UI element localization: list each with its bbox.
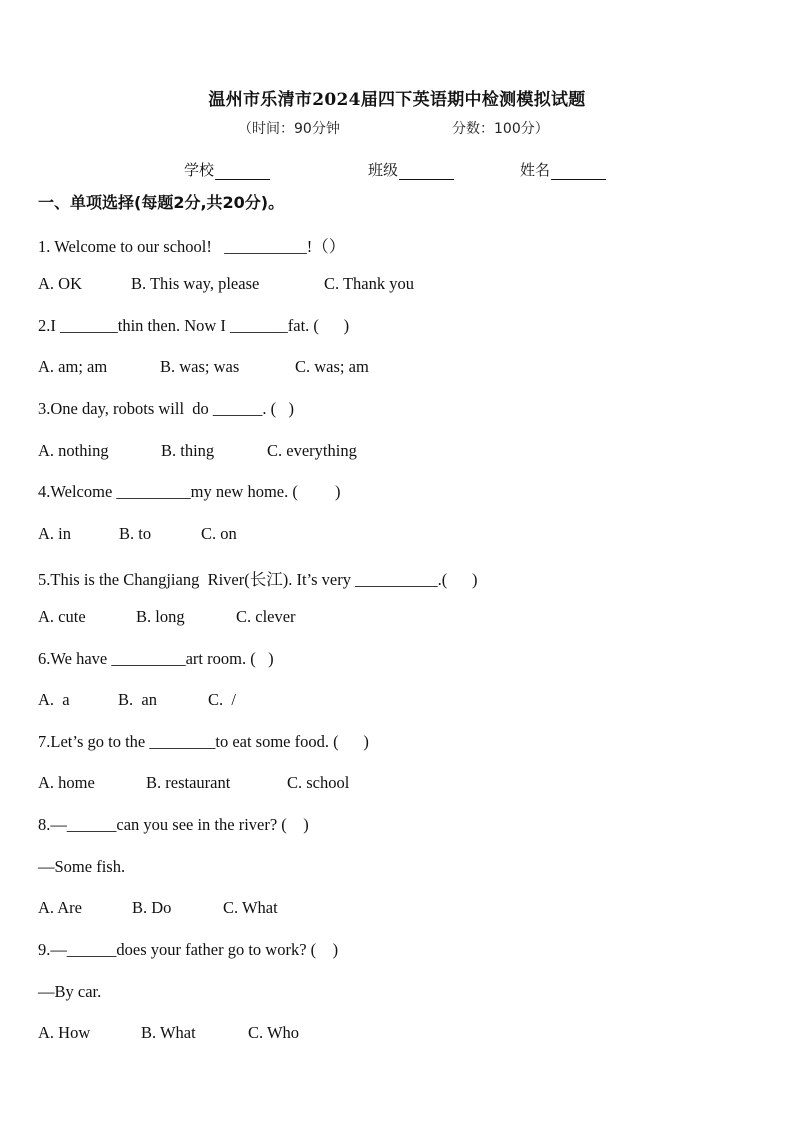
option-c[interactable]: C. Who xyxy=(248,1023,300,1042)
option-b[interactable]: B. an xyxy=(118,690,157,709)
option-a[interactable]: A. cute xyxy=(38,607,86,626)
option-a[interactable]: A. a xyxy=(38,690,70,709)
class-label: 班级 xyxy=(368,161,399,179)
option-c[interactable]: C. everything xyxy=(267,441,357,460)
school-field[interactable] xyxy=(184,159,270,180)
option-a[interactable]: A. in xyxy=(38,524,71,543)
option-b[interactable]: B. This way, please xyxy=(131,274,260,293)
time-limit: （时间：90分钟 xyxy=(238,121,340,137)
question-stem: 9.—______does your father go to work? ( ) xyxy=(38,940,339,959)
name-field[interactable] xyxy=(520,159,606,180)
question-stem: 5.This is the Changjiang River(长江). It’s very __________.( ) xyxy=(38,570,478,589)
option-c[interactable]: C. was; am xyxy=(295,357,369,376)
question-stem: 7.Let’s go to the ________to eat some food. ( ) xyxy=(38,732,369,751)
total-score: 分数：100分） xyxy=(452,121,549,137)
option-a[interactable]: A. home xyxy=(38,773,95,792)
option-b[interactable]: B. to xyxy=(119,524,152,543)
option-a[interactable]: A. OK xyxy=(38,274,82,293)
class-field[interactable] xyxy=(368,159,454,180)
option-c[interactable]: C. on xyxy=(201,524,237,543)
question-stem: 1. Welcome to our school! __________!（） xyxy=(38,237,346,256)
dialogue-answer: —Some fish. xyxy=(38,857,126,876)
option-c[interactable]: C. / xyxy=(208,690,236,709)
option-c[interactable]: C. Thank you xyxy=(324,274,414,293)
school-label: 学校 xyxy=(184,161,215,179)
question-stem: 2.I _______thin then. Now I _______fat. ( ) xyxy=(38,316,350,335)
option-a[interactable]: A. am; am xyxy=(38,357,108,376)
option-b[interactable]: B. long xyxy=(136,607,185,626)
option-b[interactable]: B. What xyxy=(141,1023,196,1042)
dialogue-answer: —By car. xyxy=(38,982,102,1001)
name-label: 姓名 xyxy=(520,161,551,179)
option-c[interactable]: C. clever xyxy=(236,607,296,626)
option-b[interactable]: B. thing xyxy=(161,441,215,460)
option-a[interactable]: A. How xyxy=(38,1023,91,1042)
option-b[interactable]: B. was; was xyxy=(160,357,240,376)
option-c[interactable]: C. school xyxy=(287,773,350,792)
option-b[interactable]: B. restaurant xyxy=(146,773,231,792)
question-stem: 4.Welcome _________my new home. ( ) xyxy=(38,482,341,501)
name-blank[interactable] xyxy=(551,163,606,180)
option-a[interactable]: A. nothing xyxy=(38,441,109,460)
question-stem: 3.One day, robots will do ______. ( ) xyxy=(38,399,295,418)
option-c[interactable]: C. What xyxy=(223,898,278,917)
question-stem: 8.—______can you see in the river? ( ) xyxy=(38,815,309,834)
option-a[interactable]: A. Are xyxy=(38,898,82,917)
section-heading: 一、单项选择(每题2分,共20分)。 xyxy=(38,193,285,212)
class-blank[interactable] xyxy=(399,163,454,180)
page-title: 温州市乐清市2024届四下英语期中检测模拟试题 xyxy=(208,90,586,110)
school-blank[interactable] xyxy=(215,163,270,180)
question-stem: 6.We have _________art room. ( ) xyxy=(38,649,274,668)
option-b[interactable]: B. Do xyxy=(132,898,172,917)
